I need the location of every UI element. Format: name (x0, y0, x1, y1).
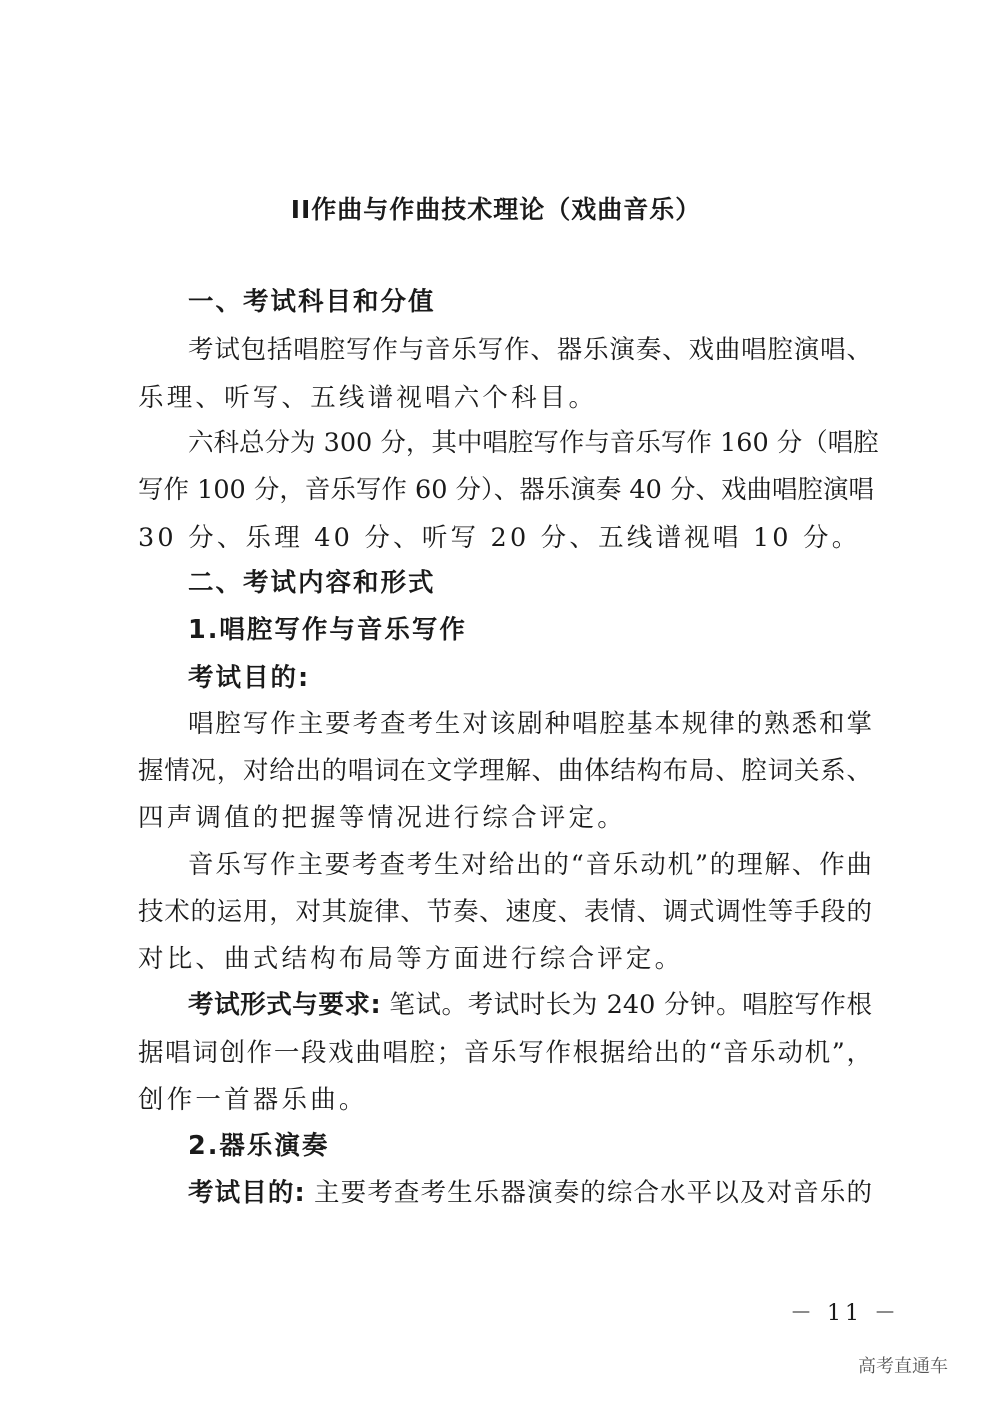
subsection2-purpose-line (188, 1175, 872, 1211)
subsection2-heading: 2.器乐演奏 (188, 1131, 330, 1161)
subsection1-para1-line1: 唱腔写作主要考查考生对该剧种唱腔基本规律的熟悉和掌 (188, 709, 872, 739)
section1-para1-line1: 考试包括唱腔写作与音乐写作、器乐演奏、戏曲唱腔演唱、 (188, 335, 872, 365)
section1-para2-line1: 六科总分为 300 分，其中唱腔写作与音乐写作 160 分（唱腔 (188, 428, 879, 458)
section2-heading: 二、考试内容和形式 (188, 568, 436, 598)
subsection2-purpose-text: 主要考查考生乐器演奏的综合水平以及对音乐的 (304, 1178, 873, 1208)
subsection1-para1-line2: 握情况，对给出的唱词在文学理解、曲体结构布局、腔词关系、 (138, 756, 872, 786)
page-number: － 11 － (790, 1301, 900, 1326)
subsection1-heading: 1.唱腔写作与音乐写作 (188, 615, 467, 645)
subsection2-purpose-label: 考试目的: (188, 1178, 305, 1208)
watermark-text: 高考直通车 (858, 1356, 948, 1377)
subsection1-form-label: 考试形式与要求: (188, 990, 381, 1020)
subsection1-para2-line1: 音乐写作主要考查考生对给出的“音乐动机”的理解、作曲 (188, 850, 872, 880)
subsection1-form-line3: 创作一首器乐曲。 (138, 1085, 368, 1115)
subsection1-para1-line3: 四声调值的把握等情况进行综合评定。 (138, 803, 626, 833)
subsection1-para2-line3: 对比、曲式结构布局等方面进行综合评定。 (138, 944, 684, 974)
section1-para2-line3: 30 分、乐理 40 分、听写 20 分、五线谱视唱 10 分。 (138, 523, 861, 553)
section1-para2-line2: 写作 100 分，音乐写作 60 分）、器乐演奏 40 分、戏曲唱腔演唱 (138, 475, 874, 505)
subsection1-form-line1 (188, 987, 872, 1023)
subsection1-form-text: 笔试。考试时长为 240 分钟。唱腔写作根 (380, 990, 872, 1020)
subsection1-form-line2: 据唱词创作一段戏曲唱腔；音乐写作根据给出的“音乐动机”， (138, 1038, 872, 1068)
subsection1-para2-line2: 技术的运用，对其旋律、节奏、速度、表情、调式调性等手段的 (138, 897, 872, 927)
subsection1-purpose-label: 考试目的: (188, 663, 311, 693)
document-title: II作曲与作曲技术理论（戏曲音乐） (290, 195, 702, 224)
section1-heading: 一、考试科目和分值 (188, 287, 436, 317)
section1-para1-line2: 乐理、听写、五线谱视唱六个科目。 (138, 383, 598, 413)
